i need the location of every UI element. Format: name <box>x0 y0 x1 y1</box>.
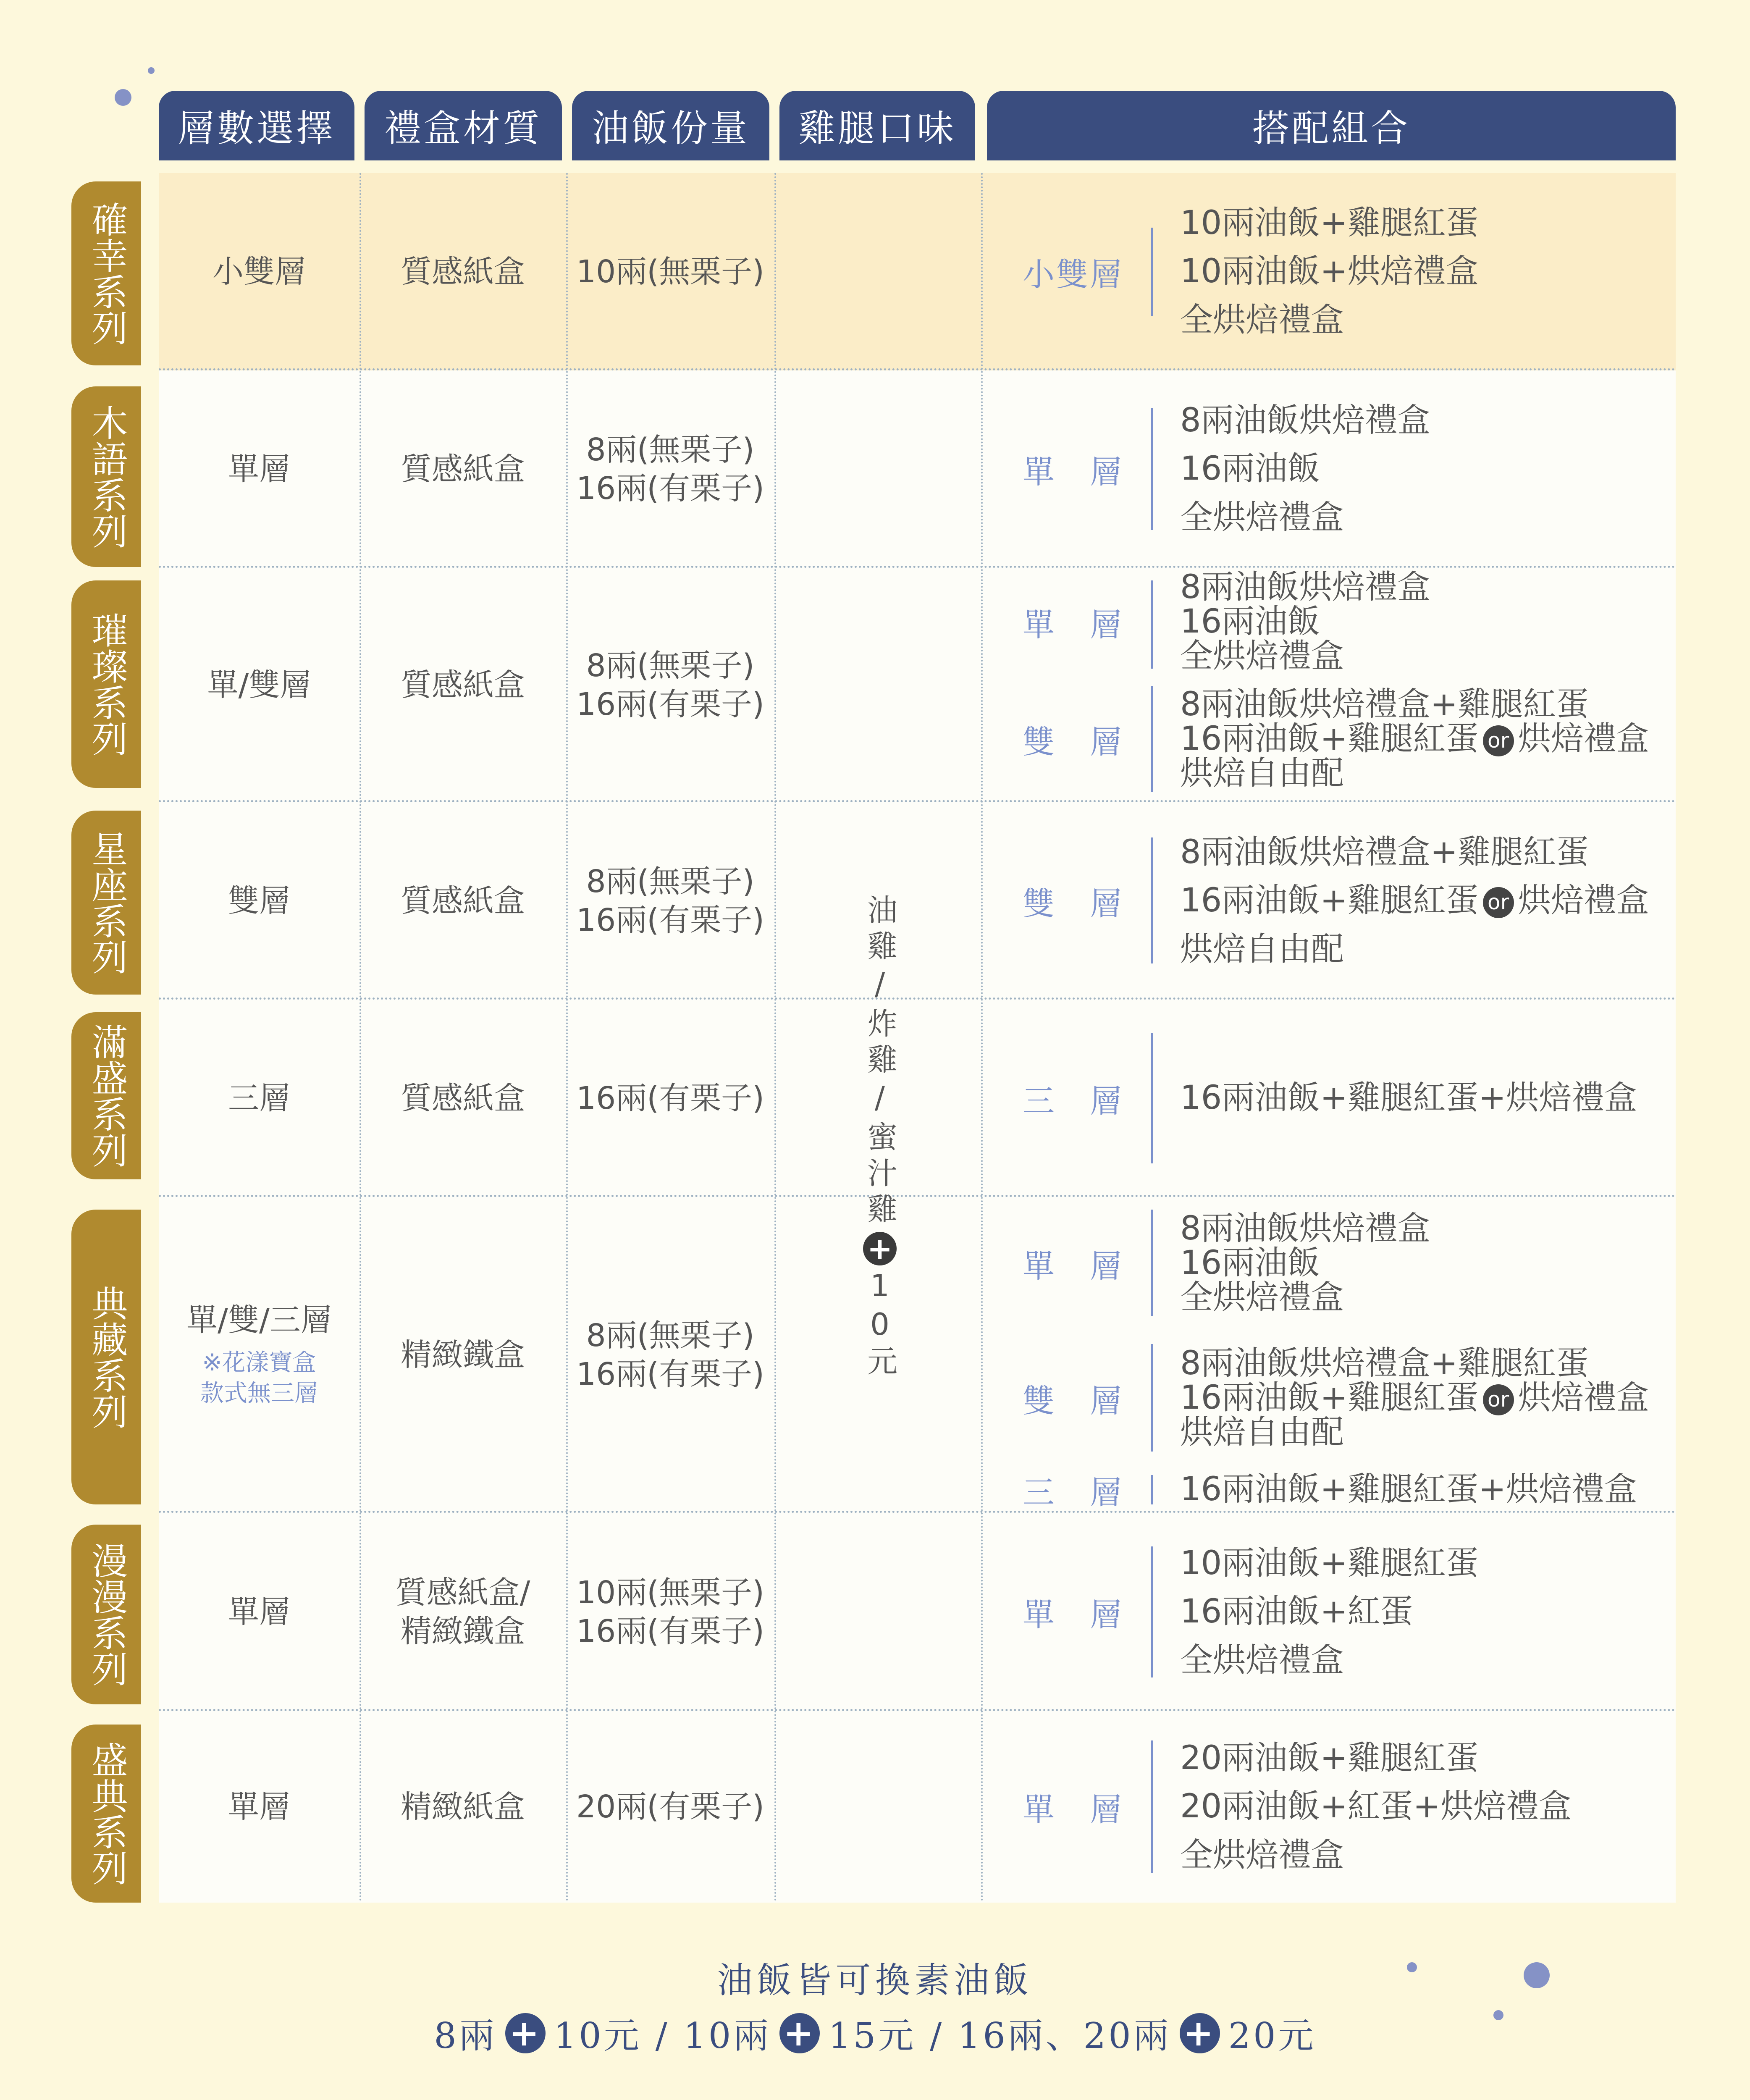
rice-line: 10兩(無栗子) <box>576 253 764 290</box>
plus-icon: + <box>779 2013 820 2053</box>
combo-list <box>1180 1330 1667 1467</box>
combo-layer-label: 雙 層 <box>1023 723 1123 761</box>
layers-value: 三層 <box>228 1080 290 1116</box>
combo-list <box>1180 1000 1667 1197</box>
combo-item-text: 8兩油飯烘焙禮盒 <box>1180 568 1430 606</box>
or-icon: or <box>1483 725 1514 756</box>
combo-list <box>1180 676 1667 802</box>
combo-divider-bar <box>1151 580 1153 669</box>
combo-item-text: 烘焙禮盒 <box>1518 1379 1649 1417</box>
combo-cell <box>983 370 1676 568</box>
footer-price-part: 15元 / 16兩、20兩 <box>828 2015 1171 2056</box>
combo-item-text: 烘焙自由配 <box>1180 930 1344 968</box>
combo-item-text: 烘焙禮盒 <box>1518 882 1649 920</box>
chicken-flavor-text: 油雞/炸雞/蜜汁雞 <box>862 894 897 1229</box>
plus-icon: + <box>505 2013 546 2053</box>
footer-price-part: 8兩 <box>434 2015 497 2056</box>
combo-divider-bar <box>1151 686 1153 792</box>
note-line: 款式無三層 <box>200 1380 318 1407</box>
combo-item <box>1180 1734 1667 1782</box>
combo-item <box>1180 877 1667 925</box>
combo-divider-bar <box>1151 228 1153 316</box>
combo-group <box>983 802 1676 1000</box>
combo-item-text: 16兩油飯 <box>1180 1244 1320 1282</box>
combo-item-text: 16兩油飯+雞腿紅蛋 <box>1180 1379 1479 1417</box>
rice-cell <box>566 802 774 1000</box>
layers-cell <box>159 173 359 370</box>
layers-value: 單/雙層 <box>207 667 311 703</box>
combo-item-text: 10兩油飯+烘焙禮盒 <box>1180 252 1479 291</box>
decor-dot <box>115 89 131 106</box>
combo-item <box>1180 1465 1667 1514</box>
rice-cell <box>566 1197 774 1513</box>
combo-item-text: 全烘焙禮盒 <box>1180 1278 1344 1316</box>
combo-item <box>1180 1831 1667 1880</box>
or-icon: or <box>1483 887 1514 918</box>
combo-item <box>1180 1074 1667 1122</box>
combo-layer-label: 單 層 <box>1023 453 1123 491</box>
chicken-flavor-surcharge: 10元 <box>862 1268 897 1379</box>
combo-group <box>983 1197 1676 1330</box>
combo-item <box>1180 605 1667 639</box>
combo-item-text: 8兩油飯烘焙禮盒+雞腿紅蛋 <box>1180 685 1589 724</box>
rice-line: 16兩(有栗子) <box>576 686 764 722</box>
column-divider <box>566 173 568 1903</box>
layers-cell <box>159 1197 359 1513</box>
combo-item-text: 8兩油飯烘焙禮盒 <box>1180 1210 1430 1248</box>
material-cell <box>359 1000 566 1197</box>
combo-item-text: 全烘焙禮盒 <box>1180 1836 1344 1874</box>
combo-layer-label: 雙 層 <box>1023 885 1123 922</box>
combo-list <box>1180 1467 1667 1513</box>
layers-cell <box>159 1000 359 1197</box>
material-cell <box>359 802 566 1000</box>
series-tab: 確幸系列 <box>71 181 141 365</box>
combo-item-text: 全烘焙禮盒 <box>1180 301 1344 339</box>
material-value: 質感紙盒 <box>401 882 525 919</box>
combo-item <box>1180 1636 1667 1685</box>
combo-group <box>983 173 1676 370</box>
combo-list <box>1180 173 1667 370</box>
rice-line: 8兩(無栗子) <box>586 1317 755 1354</box>
layers-value: 單層 <box>228 1788 290 1825</box>
combo-list <box>1180 1513 1667 1711</box>
combo-item <box>1180 925 1667 974</box>
material-value: 精緻鐵盒 <box>401 1336 525 1373</box>
combo-item-text: 20兩油飯+紅蛋+烘焙禮盒 <box>1180 1788 1572 1826</box>
combo-group <box>983 370 1676 568</box>
combo-item <box>1180 756 1667 791</box>
combo-cell <box>983 568 1676 802</box>
combo-item-text: 全烘焙禮盒 <box>1180 498 1344 536</box>
rice-line: 10兩(無栗子) <box>576 1574 764 1611</box>
series-tab: 滿盛系列 <box>71 1012 141 1179</box>
layers-cell <box>159 1711 359 1903</box>
material-value: 質感紙盒 <box>401 451 525 487</box>
header-material: 禮盒材質 <box>365 91 562 160</box>
combo-item <box>1180 1415 1667 1450</box>
material-value: 質感紙盒 <box>401 667 525 703</box>
combo-item <box>1180 685 1667 724</box>
combo-item-text: 烘焙禮盒 <box>1518 720 1649 758</box>
combo-group <box>983 1513 1676 1711</box>
combo-divider-bar <box>1151 1033 1153 1163</box>
combo-item <box>1180 199 1667 247</box>
combo-item-text: 8兩油飯烘焙禮盒+雞腿紅蛋 <box>1180 1344 1589 1383</box>
rice-cell <box>566 568 774 802</box>
combo-item <box>1180 722 1667 756</box>
combo-item <box>1180 639 1667 674</box>
material-cell <box>359 173 566 370</box>
rice-cell <box>566 1000 774 1197</box>
combo-cell <box>983 1513 1676 1711</box>
combo-item-text: 8兩油飯烘焙禮盒 <box>1180 401 1430 439</box>
layers-value: 單/雙/三層 <box>186 1302 332 1338</box>
rice-line: 8兩(無栗子) <box>586 431 755 468</box>
combo-cell <box>983 1000 1676 1197</box>
combo-item-text: 全烘焙禮盒 <box>1180 637 1344 675</box>
rice-line: 16兩(有栗子) <box>576 902 764 938</box>
layers-note <box>200 1348 318 1409</box>
combo-layer-label: 小雙層 <box>1023 255 1123 293</box>
combo-group <box>983 1711 1676 1903</box>
layers-cell <box>159 802 359 1000</box>
material-cell <box>359 1711 566 1903</box>
combo-item-text: 16兩油飯+雞腿紅蛋 <box>1180 882 1479 920</box>
combo-item-text: 16兩油飯 <box>1180 450 1320 488</box>
header-chicken: 雞腿口味 <box>779 91 975 160</box>
combo-divider-bar <box>1151 1740 1153 1873</box>
layers-value: 小雙層 <box>213 253 306 290</box>
combo-item-text: 全烘焙禮盒 <box>1180 1641 1344 1679</box>
combo-divider-bar <box>1151 1546 1153 1677</box>
combo-layer-label: 三 層 <box>1023 1473 1123 1511</box>
combo-item-text: 烘焙自由配 <box>1180 754 1344 792</box>
combo-item-text: 16兩油飯+雞腿紅蛋+烘焙禮盒 <box>1180 1470 1637 1509</box>
combo-list <box>1180 568 1667 676</box>
rice-cell <box>566 1513 774 1711</box>
combo-item-text: 16兩油飯+雞腿紅蛋 <box>1180 720 1479 758</box>
rice-line: 8兩(無栗子) <box>586 863 755 900</box>
chicken-flavor-cell <box>777 370 983 1903</box>
rice-line: 8兩(無栗子) <box>586 647 755 684</box>
combo-item <box>1180 1278 1667 1316</box>
combo-item <box>1180 1782 1667 1831</box>
series-tab: 木語系列 <box>71 386 141 567</box>
rice-line: 16兩(有栗子) <box>576 470 764 507</box>
rice-cell <box>566 173 774 370</box>
combo-layer-label: 單 層 <box>1023 1596 1123 1633</box>
combo-list <box>1180 802 1667 1000</box>
plus-icon: + <box>863 1232 897 1265</box>
combo-item-text: 20兩油飯+雞腿紅蛋 <box>1180 1739 1479 1777</box>
combo-item-text: 10兩油飯+雞腿紅蛋 <box>1180 1544 1479 1582</box>
combo-group <box>983 568 1676 676</box>
combo-item <box>1180 570 1667 605</box>
combo-item <box>1180 247 1667 296</box>
combo-group <box>983 676 1676 802</box>
series-tab: 星座系列 <box>71 811 141 995</box>
combo-cell <box>983 802 1676 1000</box>
layers-cell <box>159 370 359 568</box>
combo-item <box>1180 828 1667 877</box>
plus-icon: + <box>1180 2013 1220 2053</box>
series-tab: 典藏系列 <box>71 1210 141 1504</box>
footer-prices <box>0 2008 1750 2058</box>
combo-layer-label: 單 層 <box>1023 1247 1123 1285</box>
header-combo: 搭配組合 <box>987 91 1676 160</box>
decor-dot <box>148 67 155 74</box>
header-rice: 油飯份量 <box>572 91 769 160</box>
combo-cell <box>983 173 1676 370</box>
combo-item <box>1180 1588 1667 1636</box>
combo-item <box>1180 1381 1667 1415</box>
layers-cell <box>159 568 359 802</box>
combo-item <box>1180 1344 1667 1383</box>
layers-value: 單層 <box>228 1593 290 1630</box>
combo-item <box>1180 396 1667 445</box>
rice-line: 16兩(有栗子) <box>576 1356 764 1392</box>
or-icon: or <box>1483 1384 1514 1415</box>
note-line: ※花漾寶盒 <box>202 1349 316 1377</box>
combo-layer-label: 雙 層 <box>1023 1382 1123 1420</box>
material-cell <box>359 1197 566 1513</box>
footer-price-part: 20元 <box>1228 2015 1316 2056</box>
material-value: 質感紙盒 <box>401 1080 525 1116</box>
combo-cell <box>983 1197 1676 1513</box>
material-cell <box>359 1513 566 1711</box>
combo-item-text: 16兩油飯 <box>1180 603 1320 641</box>
combo-item <box>1180 445 1667 493</box>
material-cell <box>359 370 566 568</box>
header-layers: 層數選擇 <box>159 91 354 160</box>
combo-item-text: 8兩油飯烘焙禮盒+雞腿紅蛋 <box>1180 833 1589 871</box>
series-tab: 璀璨系列 <box>71 580 141 788</box>
combo-item-text: 10兩油飯+雞腿紅蛋 <box>1180 204 1479 242</box>
combo-divider-bar <box>1151 1475 1153 1504</box>
footer-note: 油飯皆可換素油飯 <box>717 1960 1033 2001</box>
column-divider <box>359 173 361 1903</box>
combo-divider-bar <box>1151 1210 1153 1316</box>
material-value: 質感紙盒/ 精緻鐵盒 <box>395 1574 530 1649</box>
combo-item-text: 16兩油飯+雞腿紅蛋+烘焙禮盒 <box>1180 1079 1637 1117</box>
combo-item <box>1180 494 1667 542</box>
combo-group <box>983 1330 1676 1467</box>
layers-cell <box>159 1513 359 1711</box>
combo-item <box>1180 1212 1667 1246</box>
combo-item <box>1180 1246 1667 1281</box>
rice-cell <box>566 1711 774 1903</box>
combo-item <box>1180 296 1667 344</box>
rice-line: 16兩(有栗子) <box>576 1080 764 1116</box>
combo-layer-label: 三 層 <box>1023 1082 1123 1120</box>
rice-line: 20兩(有栗子) <box>576 1788 764 1825</box>
rice-cell <box>566 370 774 568</box>
combo-layer-label: 單 層 <box>1023 606 1123 643</box>
column-divider <box>774 173 776 1903</box>
material-value: 精緻紙盒 <box>401 1788 525 1825</box>
footer-price-part: 10元 / 10兩 <box>554 2015 771 2056</box>
combo-list <box>1180 370 1667 568</box>
combo-group <box>983 1467 1676 1513</box>
layers-value: 單層 <box>228 451 290 487</box>
material-value: 質感紙盒 <box>401 253 525 290</box>
combo-cell <box>983 1711 1676 1903</box>
rice-line: 16兩(有栗子) <box>576 1613 764 1649</box>
combo-divider-bar <box>1151 1344 1153 1452</box>
combo-item <box>1180 1539 1667 1588</box>
series-tab: 盛典系列 <box>71 1725 141 1903</box>
combo-item-text: 16兩油飯+紅蛋 <box>1180 1593 1413 1631</box>
combo-list <box>1180 1711 1667 1903</box>
combo-layer-label: 單 層 <box>1023 1790 1123 1828</box>
combo-divider-bar <box>1151 837 1153 963</box>
series-tab: 漫漫系列 <box>71 1525 141 1704</box>
material-cell <box>359 568 566 802</box>
combo-divider-bar <box>1151 408 1153 530</box>
combo-group <box>983 1000 1676 1197</box>
combo-item-text: 烘焙自由配 <box>1180 1413 1344 1451</box>
layers-value: 雙層 <box>228 882 290 919</box>
combo-list <box>1180 1197 1667 1330</box>
